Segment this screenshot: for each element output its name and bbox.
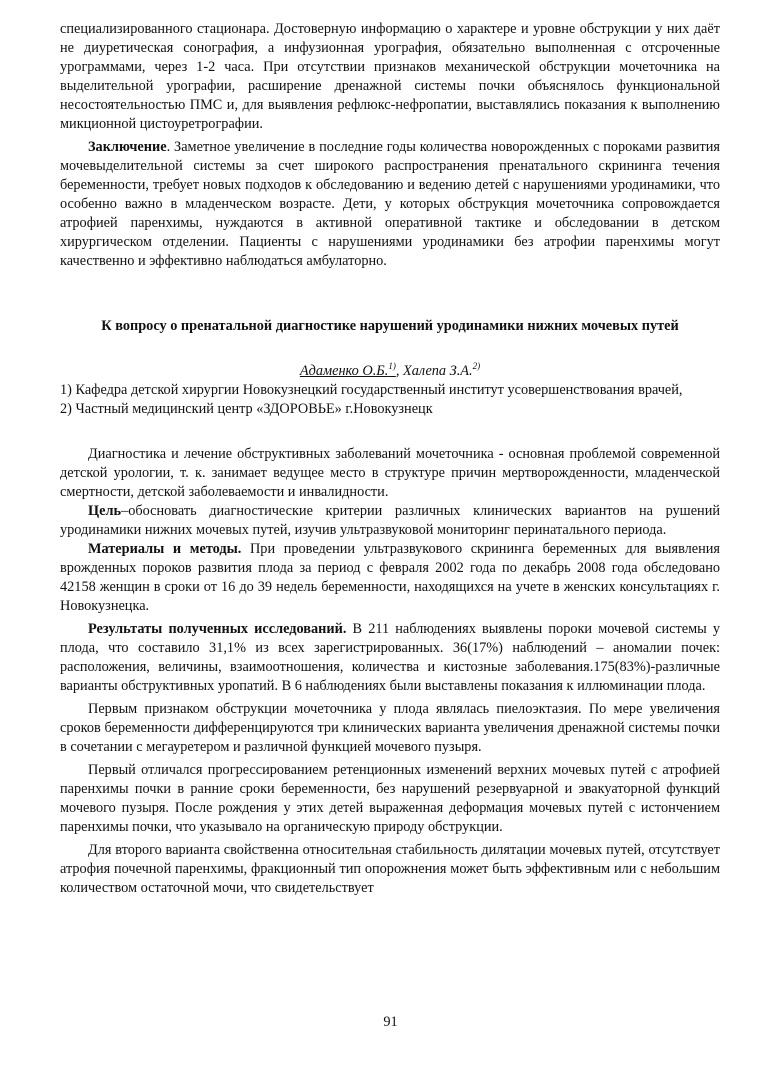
- affiliations: [60, 381, 720, 419]
- methods-text: При проведении ультразвукового скрининга беременных для выявления врожденных пороков развития плода за период с февраля 2002 года по декабрь 2008 года обследовано 42158 женщин в сроки от 16 до 39 недель беременности, находящихся на учете в женских консультациях г. Новокузнецка.: [60, 541, 721, 614]
- body-paragraph-1: Диагностика и лечение обструктивных заболеваний мочеточника - основная проблемой современной детской урологии, т. к. занимает ведущее место в структуре причин мертворожденности, младенческой смертности, детской заболеваемости и инвалидности.: [60, 446, 720, 500]
- goal-paragraph: [60, 502, 720, 540]
- conclusion-text: . Заметное увеличение в последние годы количества новорожденных с пороками развития мочевыделительной системы за счет широкого распространения пренатального скрининга течения беременности, требует новых подходов к обследованию и ведению детей с нарушениями уродинамики, что особенно важно в младенческом возрасте. Дети, у которых обструкция мочеточника сопровождается атрофией паренхимы, нуждаются в активной оперативной тактике и обследовании в детском хирургическом отделении. Пациенты с нарушениями уродинамики без атрофии паренхимы могут качественно и эффективно наблюдаться амбулаторно.: [60, 139, 720, 269]
- author-1: Адаменко О.Б.$^{1)}$: [299, 361, 396, 379]
- conclusion-label: Заключение: [88, 139, 167, 155]
- body-paragraph-6: Первый отличался прогрессированием ретенционных изменений верхних мочевых путей с атрофией паренхимы почки в ранние сроки беременности, без нарушений резервуарной и эвакуаторной функций мочевого пузыря. После рождения у этих детей выраженная деформация мочевых путей с истончением паренхимы почки, что указывало на органическую природу обструкции.: [60, 762, 720, 835]
- intro-paragraph: специализированного стационара. Достоверную информацию о характере и уровне обструкции у них даёт не диуретическая сонография, а инфузионная урография, обязательно выполненная с отсроченные урограммами, через 1-2 часа. При отсутствии признаков механической обструкции мочеточника на выделительной урографии, расширение дренажной системы почки объяснялось функциональной несостоятельностью ПМС и, для выявления рефлюкс-нефропатии, выставлялись показания к выполнению микционной цистоуретрографии.: [60, 21, 720, 132]
- affiliation-2: 2) Частный медицинский центр «ЗДОРОВЬЕ» г.Новокузнецк: [60, 401, 433, 417]
- author-2: Халепа З.А.$^{2)}$: [402, 361, 481, 379]
- article-authors: Адаменко О.Б.$^{1)}$, Халепа З.А.$^{2)}$: [299, 361, 481, 379]
- results-text: В 211 наблюдениях выявлены пороки мочевой системы у плода, что составило 31,1% из всех зарегистрированных. 36(17%) наблюдений – аномалии почек: расположения, величины, взаимоотношения, количества и кистозные заболевания.175(83%)-различные варианты обструктивных уропатий. В 6 наблюдениях были выставлены показания к иллюминации плода.: [60, 621, 721, 694]
- document-page: [60, 20, 720, 898]
- methods-label: Материалы и методы.: [88, 541, 242, 557]
- goal-text: –обосновать диагностические критерии различных клинических вариантов на рушений уродинамики нижних мочевых путей, изучив ультразвуковой мониторинг перинатального периода.: [60, 503, 720, 538]
- methods-paragraph: [60, 540, 720, 616]
- body-paragraph-5: Первым признаком обструкции мочеточника у плода являлась пиелоэктазия. По мере увеличения сроков беременности дифференцируются три клинических варианта увеличения дренажной системы почки в сочетании с мегауретером и различной функцией мочевого пузыря.: [60, 701, 720, 755]
- conclusion-paragraph: [60, 138, 720, 271]
- page-number: 91: [383, 1014, 398, 1030]
- body-paragraph-7: Для второго варианта свойственна относительная стабильность дилятации мочевых путей, отсутствует атрофия почечной паренхимы, фракционный тип опорожнения может быть эффективным или с небольшим количеством остаточной мочи, что свидетельствует: [60, 842, 720, 896]
- results-paragraph: [60, 620, 720, 696]
- article-title: К вопросу о пренатальной диагностике нарушений уродинамики нижних мочевых путей: [101, 318, 679, 334]
- affiliation-1: 1) Кафедра детской хирургии Новокузнецкий государственный институт усовершенствования врачей,: [60, 382, 683, 398]
- goal-label: Цель: [88, 503, 122, 519]
- results-label: Результаты полученных исследований.: [88, 621, 347, 637]
